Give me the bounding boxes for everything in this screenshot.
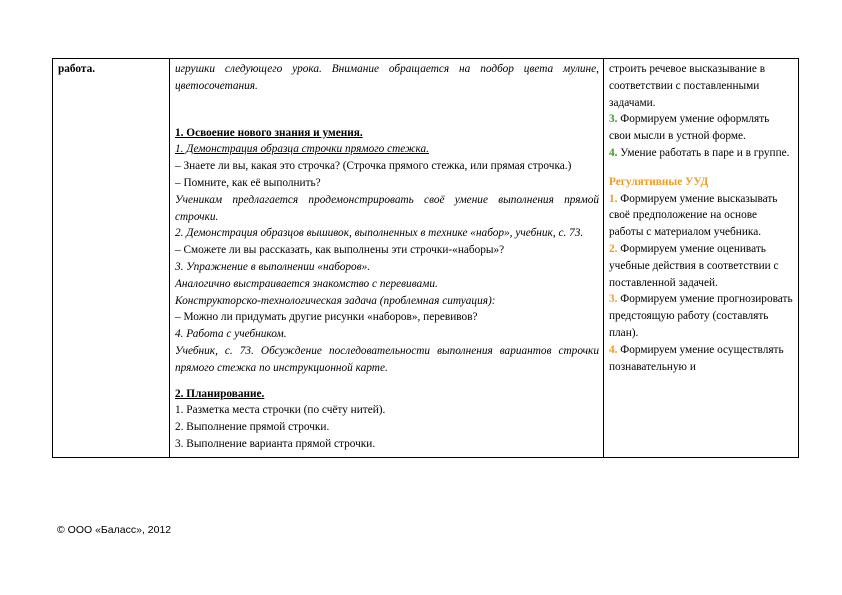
stage-cell (53, 59, 170, 458)
number-badge: 1. (609, 192, 618, 205)
reg-item-2 (609, 241, 794, 291)
analog-text: Аналогично выстраивается знакомство с перевивами. (175, 277, 438, 290)
demo-2: 2. Демонстрация образцов вышивок, выполненных в технике «набор», учебник, с. 73. (175, 227, 584, 240)
task-text: Конструкторско-технологическая задача (проблемная ситуация): (175, 294, 496, 307)
comm-item-4 (609, 145, 794, 162)
skills-cell (604, 59, 799, 458)
question-4: – Можно ли придумать другие рисунки «наборов», перевивов? (175, 311, 478, 324)
work-4: 4. Работа с учебником. (175, 328, 287, 341)
stage-text: работа. (58, 63, 96, 75)
copyright-footer: © ООО «Баласс», 2012 (57, 524, 172, 536)
comm-item-3 (609, 111, 794, 145)
content-cell (170, 59, 604, 458)
plan-item: 2. Выполнение прямой строчки. (175, 421, 330, 434)
question-1: – Знаете ли вы, какая это строчка? (Строчка прямого стежка, или прямая строчка.) (175, 160, 572, 173)
intro-text: игрушки следующего урока. Внимание обращается на подбор цвета мулине, цветосочетания. (175, 63, 599, 92)
pupils-text: Ученикам предлагается продемонстрировать своё умение выполнения прямой строчки. (175, 193, 599, 223)
section-2-title: 2. Планирование. (175, 387, 265, 400)
plan-item: 3. Выполнение варианта прямой строчки. (175, 437, 376, 450)
skills-intro: строить речевое высказывание в соответствии с поставленными задачами. (609, 63, 766, 109)
section-1-title: 1. Освоение нового знания и умения. (175, 126, 363, 139)
comm-item-text: Формируем умение оформлять свои мысли в устной форме. (609, 113, 770, 143)
number-badge: 4. (609, 146, 618, 159)
exercise-3: 3. Упражнение в выполнении «наборов». (175, 260, 371, 273)
reg-item-text: Формируем умение оценивать учебные действия в соответствии с поставленной задачей. (609, 242, 779, 289)
number-badge: 4. (609, 343, 618, 356)
regulative-heading: Регулятивные УУД (609, 175, 709, 188)
comm-item-text: Умение работать в паре и в группе. (617, 146, 790, 159)
reg-item-text: Формируем умение высказывать своё предположение на основе работы с материалом учебника. (609, 192, 778, 239)
reg-item-text: Формируем умение прогнозировать предстоящую работу (составлять план). (609, 293, 793, 339)
reg-item-4 (609, 342, 794, 376)
lesson-table (52, 58, 799, 458)
reg-item-1 (609, 191, 794, 241)
question-3: – Сможете ли вы рассказать, как выполнены эти строчки-«наборы»? (175, 244, 505, 257)
question-2: – Помните, как её выполнить? (175, 176, 321, 189)
number-badge: 3. (609, 113, 618, 126)
reg-item-text: Формируем умение осуществлять познавательную и (609, 343, 784, 373)
demo-1: 1. Демонстрация образца строчки прямого стежка. (175, 143, 430, 156)
plan-item: 1. Разметка места строчки (по счёту нитей). (175, 404, 386, 417)
number-badge: 3. (609, 293, 618, 306)
textbook-text: Учебник, с. 73. Обсуждение последовательности выполнения вариантов строчки прямого стежка по инструкционной карте. (175, 344, 599, 374)
table-row (53, 59, 799, 458)
reg-item-3 (609, 291, 794, 341)
number-badge: 2. (609, 242, 618, 255)
